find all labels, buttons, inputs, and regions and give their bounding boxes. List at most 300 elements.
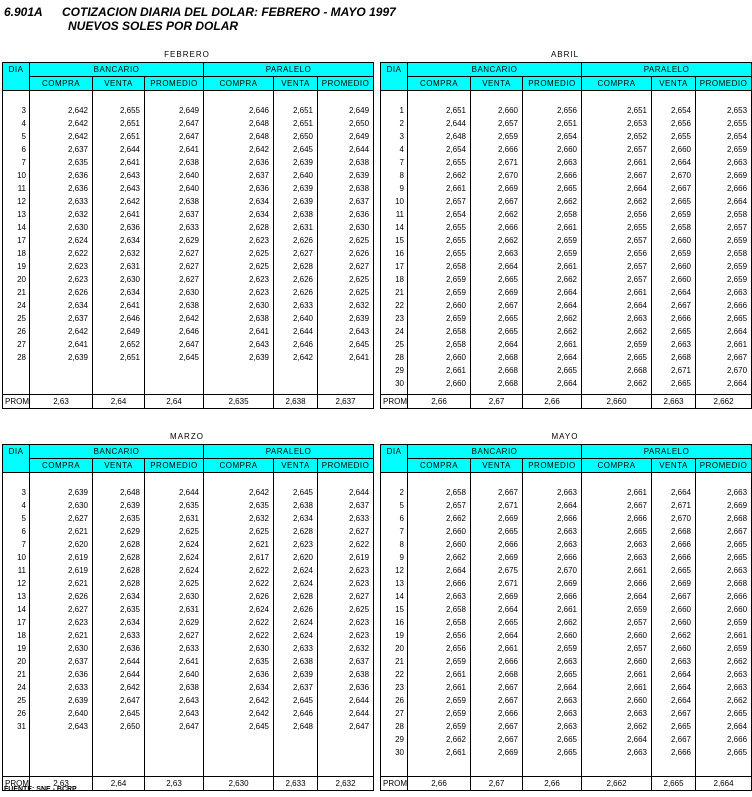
rate-cell: 2,664 bbox=[652, 156, 696, 169]
rate-cell: 2,633 bbox=[145, 642, 204, 655]
rate-cell: 2,623 bbox=[30, 273, 93, 286]
rate-cell: 2,629 bbox=[145, 234, 204, 247]
rate-cell: 2,623 bbox=[318, 629, 374, 642]
rate-cell: 2,661 bbox=[408, 681, 471, 694]
rate-table bbox=[380, 62, 752, 409]
rate-cell: 2,659 bbox=[696, 642, 752, 655]
rate-cell: 2,667 bbox=[471, 299, 523, 312]
rate-cell: 2,642 bbox=[204, 707, 274, 720]
rate-cell: 2,655 bbox=[582, 221, 652, 234]
rate-cell: 2,664 bbox=[652, 286, 696, 299]
rate-cell: 2,657 bbox=[582, 143, 652, 156]
rate-cell: 2,659 bbox=[408, 694, 471, 707]
table-row bbox=[3, 655, 374, 668]
table-row bbox=[381, 538, 752, 551]
rate-cell: 2,671 bbox=[652, 364, 696, 377]
day-cell: 23 bbox=[381, 312, 408, 325]
rate-cell: 2,664 bbox=[582, 733, 652, 746]
rate-cell: 2,668 bbox=[696, 577, 752, 590]
rate-cell: 2,634 bbox=[204, 681, 274, 694]
average-cell: 2,66 bbox=[523, 395, 582, 409]
rate-cell: 2,669 bbox=[471, 551, 523, 564]
rate-cell: 2,663 bbox=[523, 655, 582, 668]
rate-cell: 2,628 bbox=[93, 538, 145, 551]
col-header-bancario: BANCARIO bbox=[30, 445, 204, 459]
rate-cell: 2,641 bbox=[145, 143, 204, 156]
table-row bbox=[381, 338, 752, 351]
day-cell: 18 bbox=[381, 273, 408, 286]
rate-cell: 2,622 bbox=[204, 577, 274, 590]
rate-cell: 2,632 bbox=[93, 247, 145, 260]
table-row bbox=[3, 208, 374, 221]
rate-cell: 2,634 bbox=[204, 195, 274, 208]
day-cell: 19 bbox=[3, 260, 30, 273]
rate-cell: 2,625 bbox=[318, 603, 374, 616]
table-row bbox=[3, 668, 374, 681]
rate-cell: 2,623 bbox=[318, 577, 374, 590]
rate-cell: 2,646 bbox=[204, 104, 274, 117]
rate-cell: 2,647 bbox=[145, 117, 204, 130]
col-header-venta: VENTA bbox=[274, 77, 318, 91]
day-cell: 10 bbox=[3, 169, 30, 182]
col-header-paralelo: PARALELO bbox=[582, 63, 752, 77]
rate-cell: 2,666 bbox=[408, 577, 471, 590]
rate-cell: 2,661 bbox=[582, 156, 652, 169]
rate-cell: 2,657 bbox=[408, 195, 471, 208]
rate-cell: 2,663 bbox=[523, 525, 582, 538]
rate-cell: 2,634 bbox=[93, 616, 145, 629]
day-cell: 12 bbox=[381, 564, 408, 577]
rate-cell: 2,638 bbox=[274, 208, 318, 221]
table-row bbox=[381, 208, 752, 221]
rate-cell: 2,630 bbox=[204, 299, 274, 312]
rate-cell: 2,661 bbox=[523, 260, 582, 273]
day-cell: 12 bbox=[3, 195, 30, 208]
rate-cell: 2,620 bbox=[30, 538, 93, 551]
rate-cell: 2,667 bbox=[652, 590, 696, 603]
rate-cell: 2,628 bbox=[274, 525, 318, 538]
day-cell: 1 bbox=[381, 104, 408, 117]
rate-cell: 2,660 bbox=[652, 273, 696, 286]
rate-cell: 2,633 bbox=[30, 195, 93, 208]
rate-cell: 2,665 bbox=[582, 351, 652, 364]
col-header-promedio: PROMEDIO bbox=[696, 459, 752, 473]
rate-cell: 2,663 bbox=[652, 338, 696, 351]
col-header-promedio: PROMEDIO bbox=[318, 77, 374, 91]
rate-cell: 2,659 bbox=[696, 234, 752, 247]
rate-cell: 2,666 bbox=[523, 512, 582, 525]
rate-cell: 2,661 bbox=[582, 681, 652, 694]
rate-cell: 2,649 bbox=[145, 104, 204, 117]
rate-cell: 2,669 bbox=[523, 577, 582, 590]
rate-cell: 2,638 bbox=[145, 195, 204, 208]
table-row bbox=[381, 681, 752, 694]
rate-cell: 2,667 bbox=[471, 720, 523, 733]
table-row bbox=[3, 694, 374, 707]
table-row bbox=[3, 143, 374, 156]
rate-cell: 2,624 bbox=[274, 564, 318, 577]
rate-cell: 2,667 bbox=[696, 525, 752, 538]
rate-cell: 2,663 bbox=[523, 538, 582, 551]
rate-cell: 2,668 bbox=[696, 512, 752, 525]
rate-cell: 2,664 bbox=[408, 564, 471, 577]
col-header-compra: COMPRA bbox=[582, 77, 652, 91]
rate-cell: 2,665 bbox=[696, 707, 752, 720]
rate-table bbox=[2, 62, 374, 409]
col-header-paralelo: PARALELO bbox=[204, 63, 374, 77]
rate-cell: 2,636 bbox=[204, 182, 274, 195]
rate-cell: 2,627 bbox=[318, 525, 374, 538]
rate-cell: 2,656 bbox=[408, 642, 471, 655]
rate-cell: 2,622 bbox=[204, 564, 274, 577]
day-cell: 5 bbox=[3, 130, 30, 143]
rate-cell: 2,670 bbox=[696, 364, 752, 377]
rate-cell: 2,634 bbox=[93, 286, 145, 299]
table-row bbox=[381, 512, 752, 525]
table-row bbox=[3, 720, 374, 733]
rate-cell: 2,624 bbox=[274, 629, 318, 642]
rate-cell: 2,663 bbox=[582, 312, 652, 325]
day-cell: 20 bbox=[381, 642, 408, 655]
table-row bbox=[3, 616, 374, 629]
table-row bbox=[3, 182, 374, 195]
rate-cell: 2,639 bbox=[318, 312, 374, 325]
rate-cell: 2,636 bbox=[30, 668, 93, 681]
col-header-bancario: BANCARIO bbox=[408, 63, 582, 77]
rate-cell: 2,638 bbox=[145, 156, 204, 169]
rate-cell: 2,621 bbox=[30, 525, 93, 538]
rate-cell: 2,651 bbox=[408, 104, 471, 117]
table-row bbox=[381, 247, 752, 260]
rate-cell: 2,627 bbox=[30, 603, 93, 616]
rate-cell: 2,654 bbox=[408, 208, 471, 221]
day-cell: 13 bbox=[3, 590, 30, 603]
rate-cell: 2,631 bbox=[145, 603, 204, 616]
rate-cell: 2,642 bbox=[93, 195, 145, 208]
rate-cell: 2,660 bbox=[652, 642, 696, 655]
rate-cell: 2,664 bbox=[523, 499, 582, 512]
rate-cell: 2,669 bbox=[696, 169, 752, 182]
rate-cell: 2,659 bbox=[696, 273, 752, 286]
rate-cell: 2,665 bbox=[523, 364, 582, 377]
rate-cell: 2,659 bbox=[523, 247, 582, 260]
average-cell: 2,64 bbox=[145, 395, 204, 409]
rate-cell: 2,662 bbox=[582, 325, 652, 338]
day-cell: 11 bbox=[381, 208, 408, 221]
rate-cell: 2,666 bbox=[696, 299, 752, 312]
rate-cell: 2,631 bbox=[274, 221, 318, 234]
table-row bbox=[381, 364, 752, 377]
rate-cell: 2,661 bbox=[582, 564, 652, 577]
table-row bbox=[381, 156, 752, 169]
rate-cell: 2,636 bbox=[30, 182, 93, 195]
rate-cell: 2,649 bbox=[318, 104, 374, 117]
rate-cell: 2,644 bbox=[318, 486, 374, 499]
average-cell: 2,63 bbox=[30, 777, 93, 791]
rate-cell: 2,661 bbox=[471, 642, 523, 655]
table-row bbox=[381, 733, 752, 746]
day-cell: 26 bbox=[381, 694, 408, 707]
day-cell: 10 bbox=[381, 195, 408, 208]
col-header-promedio: PROMEDIO bbox=[523, 77, 582, 91]
average-cell: 2,664 bbox=[696, 777, 752, 791]
day-cell: 30 bbox=[381, 377, 408, 390]
rate-cell: 2,651 bbox=[93, 351, 145, 364]
rate-cell: 2,660 bbox=[582, 694, 652, 707]
day-cell: 6 bbox=[381, 512, 408, 525]
table-row bbox=[3, 577, 374, 590]
average-cell: 2,67 bbox=[471, 395, 523, 409]
rate-cell: 2,664 bbox=[523, 299, 582, 312]
average-row bbox=[381, 777, 752, 791]
rate-cell: 2,655 bbox=[408, 234, 471, 247]
rate-cell: 2,645 bbox=[204, 720, 274, 733]
day-cell: 25 bbox=[3, 312, 30, 325]
rate-cell: 2,644 bbox=[274, 325, 318, 338]
rate-cell: 2,628 bbox=[274, 260, 318, 273]
rate-cell: 2,643 bbox=[93, 182, 145, 195]
rate-cell: 2,661 bbox=[408, 668, 471, 681]
day-cell: 7 bbox=[381, 156, 408, 169]
day-cell: 9 bbox=[381, 182, 408, 195]
rate-cell: 2,655 bbox=[93, 104, 145, 117]
day-cell: 4 bbox=[381, 143, 408, 156]
day-cell: 7 bbox=[3, 156, 30, 169]
rate-cell: 2,666 bbox=[696, 590, 752, 603]
rate-cell: 2,646 bbox=[145, 325, 204, 338]
rate-cell: 2,664 bbox=[523, 286, 582, 299]
rate-cell: 2,659 bbox=[408, 273, 471, 286]
rate-cell: 2,667 bbox=[471, 733, 523, 746]
day-cell: 20 bbox=[3, 273, 30, 286]
rate-cell: 2,664 bbox=[471, 629, 523, 642]
rate-cell: 2,662 bbox=[523, 195, 582, 208]
day-cell: 18 bbox=[3, 629, 30, 642]
average-row bbox=[3, 395, 374, 409]
rate-cell: 2,617 bbox=[204, 551, 274, 564]
rate-cell: 2,638 bbox=[204, 312, 274, 325]
rate-cell: 2,663 bbox=[582, 707, 652, 720]
rate-cell: 2,639 bbox=[204, 351, 274, 364]
day-cell: 7 bbox=[381, 525, 408, 538]
rate-cell: 2,664 bbox=[582, 182, 652, 195]
rate-cell: 2,666 bbox=[471, 707, 523, 720]
rate-cell: 2,651 bbox=[523, 117, 582, 130]
rate-cell: 2,631 bbox=[145, 512, 204, 525]
rate-cell: 2,663 bbox=[696, 286, 752, 299]
rate-cell: 2,658 bbox=[652, 221, 696, 234]
average-cell: 2,66 bbox=[408, 395, 471, 409]
table-row bbox=[3, 499, 374, 512]
rate-cell: 2,669 bbox=[696, 499, 752, 512]
rate-cell: 2,664 bbox=[582, 590, 652, 603]
rate-cell: 2,659 bbox=[652, 247, 696, 260]
rate-cell: 2,642 bbox=[30, 130, 93, 143]
table-row bbox=[3, 629, 374, 642]
rate-cell: 2,638 bbox=[318, 156, 374, 169]
rate-cell: 2,626 bbox=[274, 273, 318, 286]
rate-cell: 2,628 bbox=[204, 221, 274, 234]
table-row bbox=[3, 273, 374, 286]
rate-cell: 2,637 bbox=[145, 208, 204, 221]
rate-cell: 2,660 bbox=[696, 603, 752, 616]
table-row bbox=[381, 590, 752, 603]
rate-cell: 2,635 bbox=[204, 499, 274, 512]
rate-cell: 2,624 bbox=[145, 551, 204, 564]
rate-cell: 2,671 bbox=[471, 156, 523, 169]
rate-cell: 2,645 bbox=[274, 694, 318, 707]
day-cell: 9 bbox=[381, 551, 408, 564]
rate-cell: 2,648 bbox=[204, 130, 274, 143]
rate-cell: 2,667 bbox=[652, 707, 696, 720]
day-cell: 24 bbox=[3, 299, 30, 312]
col-header-compra: COMPRA bbox=[30, 77, 93, 91]
rate-cell: 2,660 bbox=[471, 104, 523, 117]
day-cell: 25 bbox=[3, 694, 30, 707]
rate-cell: 2,648 bbox=[204, 117, 274, 130]
rate-cell: 2,626 bbox=[30, 590, 93, 603]
rate-cell: 2,660 bbox=[582, 629, 652, 642]
col-header-bancario: BANCARIO bbox=[30, 63, 204, 77]
rate-cell: 2,658 bbox=[408, 486, 471, 499]
average-cell: 2,66 bbox=[523, 777, 582, 791]
table-row bbox=[381, 104, 752, 117]
day-cell: 17 bbox=[3, 234, 30, 247]
rate-cell: 2,666 bbox=[471, 655, 523, 668]
rate-cell: 2,662 bbox=[696, 694, 752, 707]
average-cell: 2,635 bbox=[204, 395, 274, 409]
rate-cell: 2,635 bbox=[145, 499, 204, 512]
col-header-venta: VENTA bbox=[93, 77, 145, 91]
rate-cell: 2,664 bbox=[523, 681, 582, 694]
rate-cell: 2,666 bbox=[652, 551, 696, 564]
table-row bbox=[381, 299, 752, 312]
table-row bbox=[381, 746, 752, 759]
day-cell: 26 bbox=[3, 707, 30, 720]
rate-cell: 2,663 bbox=[523, 156, 582, 169]
average-cell: 2,663 bbox=[652, 395, 696, 409]
rate-cell: 2,626 bbox=[204, 590, 274, 603]
day-cell: 31 bbox=[3, 720, 30, 733]
col-header-promedio: PROMEDIO bbox=[696, 77, 752, 91]
rate-cell: 2,658 bbox=[696, 208, 752, 221]
rate-cell: 2,634 bbox=[274, 512, 318, 525]
rate-cell: 2,659 bbox=[696, 143, 752, 156]
rate-cell: 2,648 bbox=[274, 720, 318, 733]
col-header-dia: DIA bbox=[381, 63, 408, 91]
rate-cell: 2,619 bbox=[318, 551, 374, 564]
day-cell: 12 bbox=[3, 577, 30, 590]
rate-cell: 2,659 bbox=[523, 642, 582, 655]
rate-cell: 2,666 bbox=[652, 538, 696, 551]
rate-cell: 2,663 bbox=[696, 681, 752, 694]
rate-cell: 2,638 bbox=[318, 668, 374, 681]
rate-cell: 2,623 bbox=[204, 234, 274, 247]
rate-cell: 2,661 bbox=[582, 668, 652, 681]
rate-cell: 2,627 bbox=[145, 247, 204, 260]
rate-cell: 2,626 bbox=[30, 286, 93, 299]
day-cell: 14 bbox=[381, 590, 408, 603]
average-cell: 2,630 bbox=[204, 777, 274, 791]
rate-cell: 2,643 bbox=[93, 169, 145, 182]
average-cell: 2,633 bbox=[274, 777, 318, 791]
rate-cell: 2,638 bbox=[145, 299, 204, 312]
rate-cell: 2,625 bbox=[204, 260, 274, 273]
month-title: MAYO bbox=[551, 432, 579, 441]
rate-cell: 2,657 bbox=[582, 260, 652, 273]
rate-cell: 2,633 bbox=[318, 512, 374, 525]
table-row bbox=[381, 325, 752, 338]
rate-cell: 2,675 bbox=[471, 564, 523, 577]
average-cell: 2,637 bbox=[318, 395, 374, 409]
rate-cell: 2,665 bbox=[523, 182, 582, 195]
rate-cell: 2,666 bbox=[696, 733, 752, 746]
rate-cell: 2,637 bbox=[204, 169, 274, 182]
rate-cell: 2,654 bbox=[696, 130, 752, 143]
table-row bbox=[381, 525, 752, 538]
rate-cell: 2,663 bbox=[652, 655, 696, 668]
rate-cell: 2,665 bbox=[652, 195, 696, 208]
rate-cell: 2,669 bbox=[471, 512, 523, 525]
average-cell: 2,662 bbox=[696, 395, 752, 409]
rate-cell: 2,666 bbox=[471, 538, 523, 551]
rate-cell: 2,624 bbox=[145, 538, 204, 551]
day-cell: 16 bbox=[381, 247, 408, 260]
table-row bbox=[381, 720, 752, 733]
rate-cell: 2,642 bbox=[30, 104, 93, 117]
rate-cell: 2,624 bbox=[145, 564, 204, 577]
day-cell: 11 bbox=[3, 564, 30, 577]
day-cell: 21 bbox=[381, 655, 408, 668]
table-row bbox=[381, 642, 752, 655]
rate-cell: 2,624 bbox=[274, 577, 318, 590]
rate-cell: 2,645 bbox=[145, 351, 204, 364]
rate-cell: 2,639 bbox=[274, 182, 318, 195]
rate-cell: 2,635 bbox=[93, 512, 145, 525]
rate-cell: 2,665 bbox=[523, 668, 582, 681]
average-cell: 2,67 bbox=[471, 777, 523, 791]
rate-cell: 2,652 bbox=[582, 130, 652, 143]
rate-cell: 2,632 bbox=[318, 642, 374, 655]
rate-cell: 2,665 bbox=[696, 551, 752, 564]
rate-cell: 2,641 bbox=[93, 156, 145, 169]
rate-cell: 2,661 bbox=[408, 364, 471, 377]
rate-cell: 2,647 bbox=[93, 694, 145, 707]
rate-cell: 2,664 bbox=[696, 325, 752, 338]
rate-cell: 2,666 bbox=[471, 221, 523, 234]
rate-cell: 2,657 bbox=[408, 499, 471, 512]
day-cell: 24 bbox=[381, 325, 408, 338]
rate-cell: 2,666 bbox=[471, 143, 523, 156]
rate-cell: 2,629 bbox=[145, 616, 204, 629]
rate-cell: 2,667 bbox=[582, 169, 652, 182]
rate-cell: 2,625 bbox=[318, 234, 374, 247]
rate-cell: 2,669 bbox=[471, 286, 523, 299]
day-cell: 27 bbox=[3, 338, 30, 351]
rate-cell: 2,646 bbox=[274, 707, 318, 720]
rate-cell: 2,620 bbox=[274, 551, 318, 564]
rate-cell: 2,621 bbox=[30, 577, 93, 590]
rate-cell: 2,641 bbox=[318, 351, 374, 364]
rate-cell: 2,662 bbox=[408, 169, 471, 182]
rate-cell: 2,634 bbox=[93, 234, 145, 247]
rate-cell: 2,644 bbox=[93, 668, 145, 681]
rate-cell: 2,660 bbox=[408, 538, 471, 551]
rate-cell: 2,623 bbox=[318, 616, 374, 629]
col-header-promedio: PROMEDIO bbox=[145, 459, 204, 473]
rate-cell: 2,637 bbox=[318, 655, 374, 668]
rate-cell: 2,658 bbox=[696, 247, 752, 260]
